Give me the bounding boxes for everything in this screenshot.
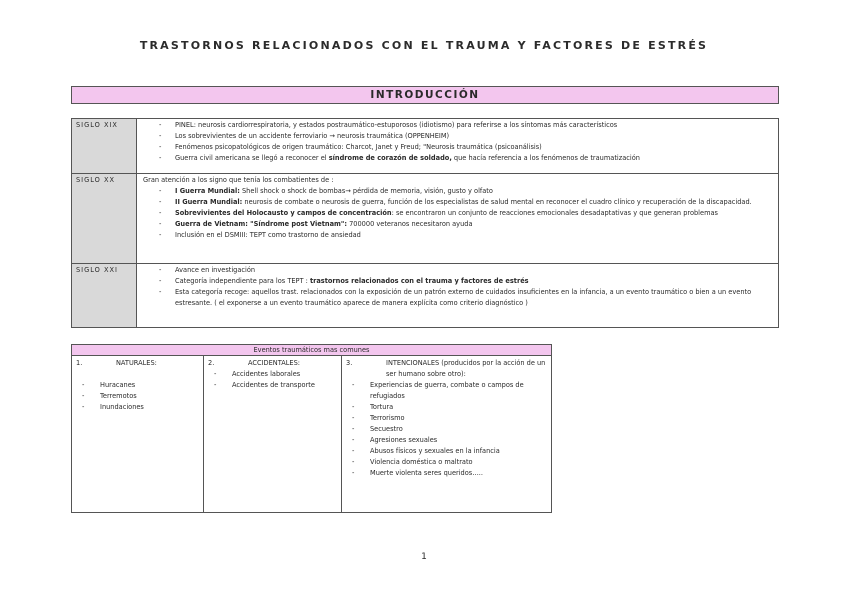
period-item: [141, 265, 774, 276]
event-item: - Experiencias de guerra, combate o campos de refugiados: [346, 380, 547, 402]
item-bold-2: trastornos relacionados con el trauma y factores de estrés: [309, 277, 529, 285]
item-text: Shell shock o shock de bombas→ pérdida de memoria, visión, gusto y olfato: [239, 187, 493, 195]
period-item: [141, 219, 774, 230]
period-item: [141, 153, 774, 164]
period-content: [137, 264, 779, 328]
event-item: - Terremotos: [76, 391, 199, 402]
event-item: - Inundaciones: [76, 402, 199, 413]
event-column: [342, 356, 551, 512]
item-text: Guerra civil americana se llegó a reconocer el: [175, 154, 329, 162]
event-list: [346, 380, 547, 479]
item-text: Esta categoría recoge: aquellos trast. relacionados con la exposición de un patrón externo de cuidados insuficientes en la infancia, a un evento traumático o bien a un evento estresante. ( el exponerse a un evento traumático aparece de manera explícita como criterio diagnóstico ): [175, 288, 752, 307]
item-bold: Sobrevivientes del Holocausto y campos de concentración: [175, 209, 392, 217]
spacer: [76, 369, 199, 380]
events-heading: Eventos traumáticos mas comunes: [72, 345, 551, 356]
event-column: [72, 356, 204, 512]
period-item: [141, 276, 774, 287]
period-label: SIGLO XXI: [72, 264, 137, 328]
event-item: - Accidentes laborales: [208, 369, 337, 380]
period-item: [141, 287, 774, 309]
item-bold: II Guerra Mundial:: [175, 198, 243, 206]
period-item: [141, 208, 774, 219]
item-text: 700000 veteranos necesitaron ayuda: [347, 220, 473, 228]
period-items: [141, 120, 774, 164]
events-table: [71, 344, 552, 513]
event-column-title: INTENCIONALES (producidos por la acción de un ser humano sobre otro):: [386, 359, 546, 378]
period-item: [141, 142, 774, 153]
item-text: : se encontraron un conjunto de reacciones emocionales desadaptativas y que generan problemas: [391, 209, 718, 217]
history-table: [71, 118, 779, 328]
page-number: 1: [421, 552, 427, 562]
period-content: [137, 174, 779, 264]
period-items: [141, 265, 774, 309]
period-items: [141, 186, 774, 241]
period-item: [141, 120, 774, 131]
event-item: - Accidentes de transporte: [208, 380, 337, 391]
event-item: - Secuestro: [346, 424, 547, 435]
event-column-number: 2.: [208, 359, 215, 367]
intro-heading: INTRODUCCIÓN: [71, 86, 779, 104]
item-text: Avance en investigación: [175, 266, 256, 274]
item-text: Los sobrevivientes de un accidente ferroviario → neurosis traumática (OPPENHEIM): [175, 132, 450, 140]
event-list: [76, 380, 199, 413]
period-item: [141, 186, 774, 197]
document-title: TRASTORNOS RELACIONADOS CON EL TRAUMA Y FACTORES DE ESTRÉS: [139, 39, 709, 52]
event-column-header: [208, 358, 337, 369]
item-bold: I Guerra Mundial:: [175, 187, 240, 195]
period-content: [137, 119, 779, 174]
event-item: - Abusos físicos y sexuales en la infancia: [346, 446, 547, 457]
item-text: Fenómenos psicopatológicos de origen traumático: Charcot, Janet y Freud; "Neurosis traumática (psicoanálisis): [175, 143, 542, 151]
event-item: - Agresiones sexuales: [346, 435, 547, 446]
event-item: - Terrorismo: [346, 413, 547, 424]
period-row: [72, 264, 779, 328]
event-item: - Huracanes: [76, 380, 199, 391]
event-column-number: 3.: [346, 359, 353, 367]
item-text: PINEL: neurosis cardiorrespiratoria, y estados postraumático-estuporosos (idiotismo) para referirse a los síntomas más característicos: [175, 121, 618, 129]
item-text-2: que hacía referencia a los fenómenos de traumatización: [451, 154, 640, 162]
event-item: - Muerte violenta seres queridos…..: [346, 468, 547, 479]
event-item: - Tortura: [346, 402, 547, 413]
item-text: Inclusión en el DSMIII: TEPT como trastorno de ansiedad: [175, 231, 361, 239]
event-column-number: 1.: [76, 359, 83, 367]
event-list: [208, 369, 337, 391]
event-column-title: ACCIDENTALES:: [248, 359, 300, 367]
event-column: [204, 356, 342, 512]
event-column-header: [346, 358, 547, 380]
period-intro: Gran atención a los signo que tenía los combatientes de :: [143, 176, 334, 184]
period-label: SIGLO XX: [72, 174, 137, 264]
period-item: [141, 131, 774, 142]
item-bold: Guerra de Vietnam: "Síndrome post Vietnam":: [175, 220, 347, 228]
events-body: [72, 356, 551, 512]
event-item: - Violencia doméstica o maltrato: [346, 457, 547, 468]
period-row: [72, 119, 779, 174]
period-item: [141, 230, 774, 241]
event-column-title: NATURALES:: [116, 359, 157, 367]
item-text: neurosis de combate o neurosis de guerra, función de los especialistas de salud mental en reconocer el cuadro clínico y recuperación de la discapacidad.: [242, 198, 752, 206]
item-bold-2: síndrome de corazón de soldado,: [328, 154, 452, 162]
item-text: Categoría independiente para los TEPT :: [175, 277, 310, 285]
period-row: [72, 174, 779, 264]
period-label: SIGLO XIX: [72, 119, 137, 174]
event-column-header: [76, 358, 199, 369]
period-item: [141, 197, 774, 208]
